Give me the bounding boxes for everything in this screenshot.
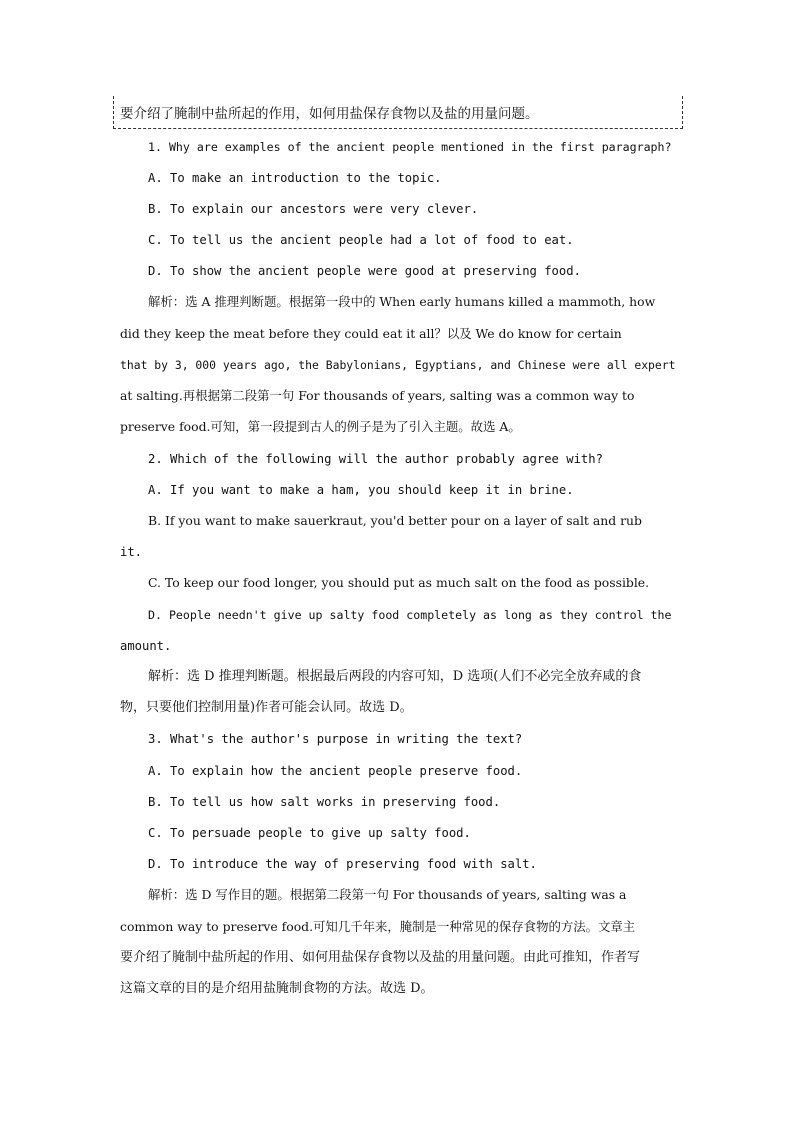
continued-passage-box xyxy=(113,96,683,129)
question-1-analysis-line-5: preserve food.可知，第一段提到古人的例子是为了引入主题。故选 A。 xyxy=(120,419,521,434)
question-3-analysis-line-1: 解析：选 D 写作目的题。根据第二段第一句 For thousands of years, salting was a xyxy=(148,887,627,902)
question-2: 2. Which of the following will the author probably agree with? xyxy=(148,452,603,466)
question-1-option-b: B. To explain our ancestors were very clever. xyxy=(148,202,479,216)
question-2-analysis-line-2: 物，只要他们控制用量)作者可能会认同。故选 D。 xyxy=(120,700,413,715)
question-2-option-d-cont: amount. xyxy=(120,639,172,653)
question-3-analysis-line-3: 要介绍了腌制中盐所起的作用、如何用盐保存食物以及盐的用量问题。由此可推知，作者写 xyxy=(120,950,641,965)
question-2-option-d: D. People needn't give up salty food completely as long as they control the xyxy=(148,608,672,622)
question-2-option-b-cont: it. xyxy=(120,545,143,559)
question-1-option-c: C. To tell us the ancient people had a lot of food to eat. xyxy=(148,233,574,247)
question-1-option-a: A. To make an introduction to the topic. xyxy=(148,171,442,185)
question-1-analysis-line-4: at salting.再根据第二段第一句 For thousands of years, salting was a common way to xyxy=(120,388,635,403)
question-1-analysis-line-3: that by 3, 000 years ago, the Babylonians, Egyptians, and Chinese were all expert xyxy=(120,358,676,372)
question-2-analysis-line-1: 解析：选 D 推理判断题。根据最后两段的内容可知，D 选项(人们不必完全放弃咸的食 xyxy=(148,669,642,684)
passage-tail-text: 要介绍了腌制中盐所起的作用，如何用盐保存食物以及盐的用量问题。 xyxy=(120,106,539,122)
question-3-option-a: A. To explain how the ancient people preserve food. xyxy=(148,764,523,778)
question-3-option-d: D. To introduce the way of preserving food with salt. xyxy=(148,857,537,871)
question-3-option-b: B. To tell us how salt works in preserving food. xyxy=(148,795,501,809)
question-1-analysis-line-2: did they keep the meat before they could eat it all？以及 We do know for certain xyxy=(120,326,622,341)
question-1-option-d: D. To show the ancient people were good at preserving food. xyxy=(148,264,581,278)
question-3: 3. What's the author's purpose in writing the text? xyxy=(148,732,523,746)
question-2-option-a: A. If you want to make a ham, you should keep it in brine. xyxy=(148,483,574,497)
question-1: 1. Why are examples of the ancient people mentioned in the first paragraph? xyxy=(148,140,672,154)
question-2-option-c: C. To keep our food longer, you should put as much salt on the food as possible. xyxy=(148,575,650,590)
question-1-analysis-line-1: 解析：选 A 推理判断题。根据第一段中的 When early humans killed a mammoth, how xyxy=(148,294,656,309)
question-3-analysis-line-4: 这篇文章的目的是介绍用盐腌制食物的方法。故选 D。 xyxy=(120,981,434,996)
question-3-option-c: C. To persuade people to give up salty food. xyxy=(148,826,471,840)
question-2-option-b: B. If you want to make sauerkraut, you'd better pour on a layer of salt and rub xyxy=(148,513,642,528)
question-3-analysis-line-2: common way to preserve food.可知几千年来，腌制是一种常见的保存食物的方法。文章主 xyxy=(120,919,636,934)
